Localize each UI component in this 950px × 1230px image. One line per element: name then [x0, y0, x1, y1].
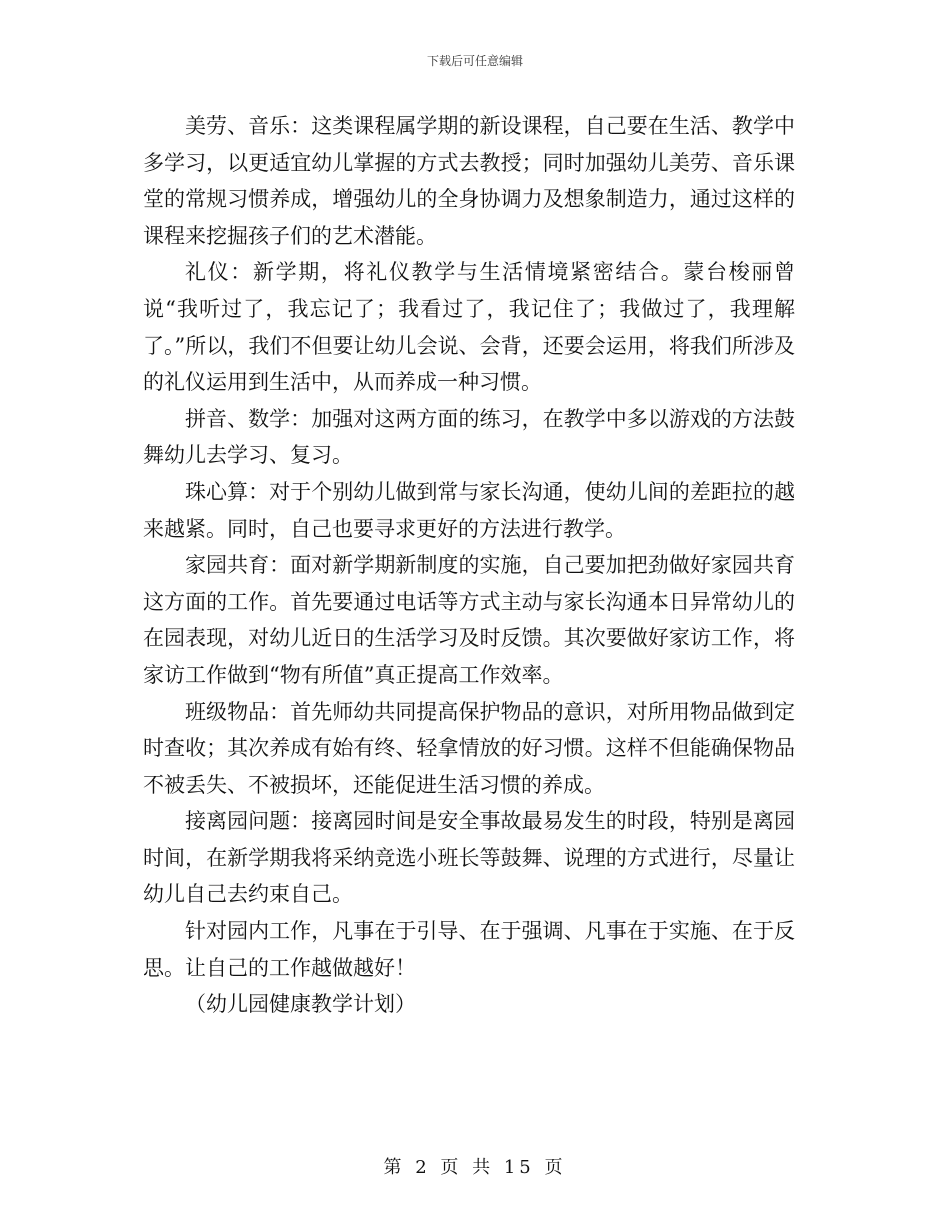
paragraph-pickup: 接离园问题：接离园时间是安全事故最易发生的时段，特别是离园时间，在新学期我将采纳竞选小班长等鼓舞、说理的方式进行，尽量让幼儿自己去约束自己。 — [143, 809, 795, 907]
paragraph-abacus: 珠心算：对于个别幼儿做到常与家长沟通，使幼儿间的差距拉的越来越紧。同时，自己也要寻求更好的方法进行教学。 — [143, 479, 795, 541]
paragraph-class-items: 班级物品：首先师幼共同提高保护物品的意识，对所用物品做到定时查收；其次养成有始有终、轻拿情放的好习惯。这样不但能确保物品不被丢失、不被损坏，还能促进生活习惯的养成。 — [143, 699, 795, 797]
paragraph-etiquette: 礼仪：新学期，将礼仪教学与生活情境紧密结合。蒙台梭丽曾说“我听过了，我忘记了；我看过了，我记住了；我做过了，我理解了。”所以，我们不但要让幼儿会说、会背，还要会运用，将我们所涉及的礼仪运用到生活中，从而养成一种习惯。 — [143, 260, 795, 395]
paragraph-art-music: 美劳、音乐：这类课程属学期的新设课程，自己要在生活、教学中多学习，以更适宜幼儿掌握的方式去教授；同时加强幼儿美劳、音乐课堂的常规习惯养成，增强幼儿的全身协调力及想象制造力，通过这样的课程来挖掘孩子们的艺术潜能。 — [143, 114, 795, 248]
document-body — [143, 108, 795, 1023]
paragraph-summary: 针对园内工作，凡事在于引导、在于强调、凡事在于实施、在于反思。让自己的工作越做越好！ — [143, 919, 795, 980]
page-footer: 第 2 页 共 15 页 — [383, 1157, 567, 1178]
paragraph-pinyin-math: 拼音、数学：加强对这两方面的练习，在教学中多以游戏的方法鼓舞幼儿去学习、复习。 — [143, 406, 795, 468]
page-header: 下载后可任意编辑 — [426, 54, 523, 68]
paragraph-title-note: （幼儿园健康教学计划） — [185, 992, 416, 1017]
paragraph-home-school: 家园共育：面对新学期新制度的实施，自己要加把劲做好家园共育这方面的工作。首先要通过电话等方式主动与家长沟通本日异常幼儿的在园表现，对幼儿近日的生活学习及时反馈。其次要做好家访工作，将家访工作做到“物有所值”真正提高工作效率。 — [143, 553, 795, 687]
